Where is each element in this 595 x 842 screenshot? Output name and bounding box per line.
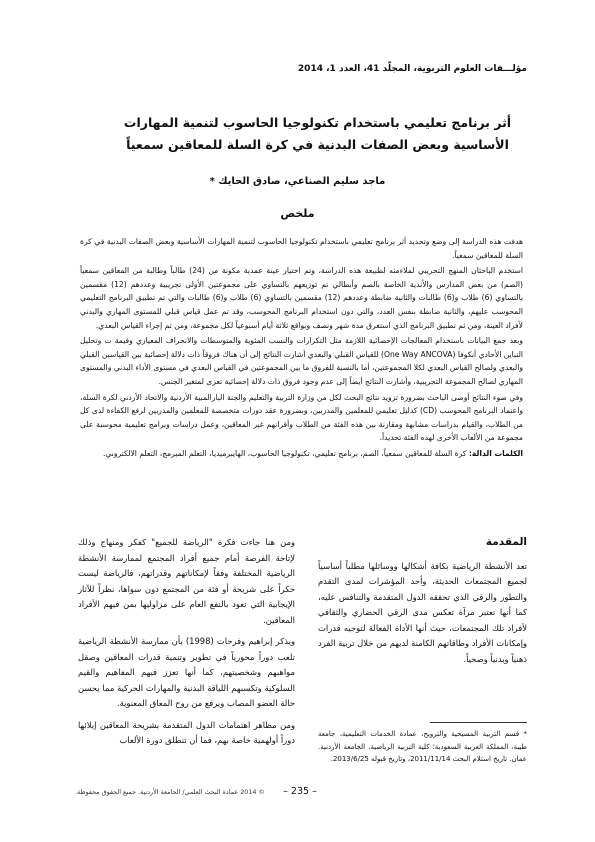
abstract-paragraph: هدفت هذه الدراسة إلى وضع وتحديد أثر برنامج تعليمي باستخدام تكنولوجيا الحاسوب لتنمية المهارات الأساسية وبعض الصفات البدنية في كرة السلة للمعاقين سمعياً.	[80, 237, 523, 260]
keywords-text: كرة السلة للمعاقين سمعياً، الصم، برنامج تعليمي، تكنولوجيا الحاسوب، الهايبرميديا، التعلم المبرمج، التعلم الالكتروني.	[102, 448, 467, 458]
page-number: – 235 –	[283, 786, 317, 797]
body-paragraph: ومن هنا جاءت فكرة "الرياضة للجميع" كفكر ومنهاج وذلك لإتاحة الفرصة أمام جميع أفراد المجتمع لممارسة الأنشطة الرياضية المختلفة وفقاً لإمكاناتهم وقدراتهم، فالرياضة ليست حكراً على شريحة أو فئة من المجتمع دون سواها، نظراً للآثار الإيجابية التي تعود بالنفع العام على مزاوليها بمن فيهم الأفراد المعاقين.	[78, 537, 295, 625]
paper-title: أثر برنامج تعليمي باستخدام تكنولوجيا الحاسوب لتنمية المهارات الأساسية وبعض الصفات البدنية في كرة السلة للمعاقين سمعياً	[123, 115, 512, 152]
keywords-label: الكلمات الدالة:	[468, 448, 523, 458]
body-paragraph: ويذكر إبراهيم وفرحات (1998) بأن ممارسة الأنشطة الرياضية تلعب دوراً محورياً في تطوير وتنمية قدرات المعاقين وصقل مواهبهم وشخصيتهم، كما أنها تعزز فيهم المفاهيم والقيم السلوكية وتكسبهم اللياقة البدنية والمهارات الحركية مما يحسن حالة العضو المصاب ويرفع من روح المعاق المعنوية.	[78, 636, 295, 708]
keywords-line	[80, 447, 523, 461]
body-paragraph: ومن مظاهر اهتمامات الدول المتقدمة بشريحة المعاقين إيلائها دوراً أولهمية خاصة بهم، فما أن تنطلق دورة الألعاب	[78, 719, 295, 745]
intro-heading: المقدمة	[485, 536, 527, 548]
journal-header: مؤلـــفات العلوم التربوية، المجلّد 41، العدد 1، 2014	[297, 64, 527, 74]
abstract-heading: ملخص	[280, 207, 315, 220]
intro-paragraph: تعد الأنشطة الرياضية بكافة أشكالها ووسائلها مطلباً أساسياً لجميع المجتمعات الحديثة، وأحد المؤشرات لمدى التقدم والتطور والرقي الذي تحققه الدول المتقدمة والتنافس عليه، كما أنها تعتبر مرآة تعكس مدى الرقي الحضاري والثقافي لأفراد تلك المجتمعات، حيث أنها الأداة الفعالة لتوجيه قدرات وإمكانات الأفراد وطاقاتهم الكامنة لديهم من خلال تربية الفرد ذهنياً وبدنياً وصحياً.	[318, 560, 527, 664]
copyright-notice: © 2014 عمادة البحث العلمي/ الجامعة الأردنية. جميع الحقوق محفوظة.	[75, 788, 265, 796]
abstract-paragraph: وبعد جمع البيانات باستخدام المعالجات الإحصائية اللازمة مثل التكرارات والنسب المئوية والمتوسطات والانحراف المعياري وقيمة ت وتحليل التباين الأحادي أنكوفا (One Way ANCOVA) للقياس القبلي والبعدي أشارت النتائج إلى أن هناك فروقاً ذات دلالة إحصائية بين القياسين القبلي والبعدي ولصالح القياس البعدي لكلا المجموعتين، أما بالنسبة للفروق ما بين المجموعتين في القياس البعدي في مستوى الأداء البدني والمستوى المهاري لصالح المجموعة التجريبية، وأشارت النتائج أيضاً إلى عدم وجود فروق ذات دلالة إحصائية تعزى لمتغير الجنس.	[80, 336, 523, 386]
abstract-paragraph: استخدم الباحثان المنهج التجريبي لملاءمته لطبيعة هذه الدراسة، وتم اختيار عينة عمدية مكونة من (24) طالباً وطالبة من المعاقين سمعياً (الصم) من بعض المدارس والأندية الخاصة بالصم وأبطالي تم توزيعهم بالتساوي على مجموعتين الأولى تجريبية وعددهم (12) مقسمين بالتساوي (6) طلاب و(6) طالبات والثانية ضابطة وعددهم (12) مقسمين بالتساوي (6) طلاب و(6) طالبات والتي تم تطبيق البرنامج التعليمي المحوسب عليهم، والثانية ضابطة بنفس العدد، والتي دون استخدام البرنامج المحوسب، وقد تم عمل قياس قبلي للمستوى المهاري والبدني لأفراد العينة، ومن ثم تطبيق البرنامج الذي استغرق مدة شهر ونصف وبواقع ثلاثة أيام أسبوعياً لكل مجموعة، ومن ثم إجراء القياس البعدي.	[80, 266, 524, 330]
footnote: * قسم التربية المسيحية والترويح، عمادة الخدمات التعليمية، جامعة طيبة، المملكة العربية السعودية؛ كلية التربية الرياضية، الجامعة الأردنية. عمان. تاريخ استلام البحث 2011/11/14، وتاريخ قبوله 2013/6/25.	[318, 730, 527, 763]
footnote-divider	[430, 722, 527, 723]
authors: ماجد سليم الصناعي، صادق الحايك *	[209, 176, 386, 187]
abstract-body	[80, 235, 523, 463]
abstract-paragraph: وفي ضوء النتائج أوصى الباحث بضرورة تزويد نتائج البحث لكل من وزارة التربية والتعليم والجنة البارالمبية الأردنية والاتحاد الأردني لكرة السلة، واعتماد البرنامج المحوسب (CD) كدليل تعليمي للمعلمين والمدربين، وبضرورة عقد دورات متخصصة للمعلمين والمدربين لرفع الكفاءة لدى كل من الطلاب، والقيام بدراسات مشابهة ومقارنة بين هذه الفئة من الطلاب وأقرانهم غير المعاقين، وعمل دراسات وبرامج تعليمية محوسبة على مجموعة من الألعاب الأخرى لهذه الفئة تحديداً.	[80, 392, 523, 443]
intro-left-column	[78, 535, 295, 755]
intro-right-column	[318, 535, 527, 673]
